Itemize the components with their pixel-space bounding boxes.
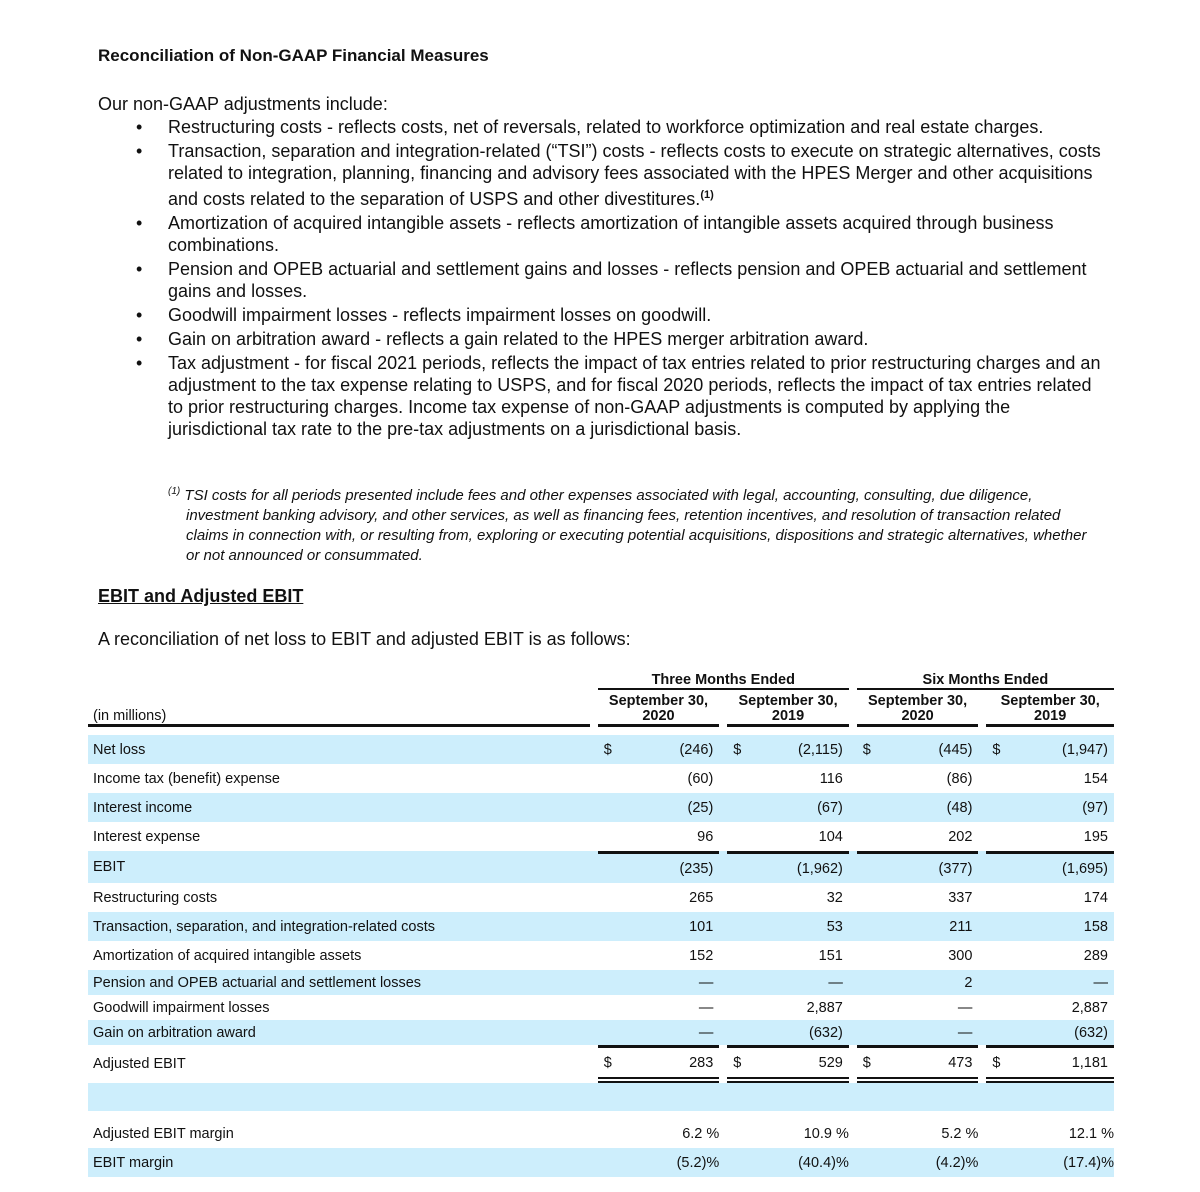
table-row-adjusted-ebit-margin: Adjusted EBIT margin 6.2 % 10.9 % 5.2 % 12.1 % (93, 1125, 1114, 1142)
column-header: September 30, 2019 (727, 690, 849, 727)
intro-text: Our non-GAAP adjustments include: (98, 94, 388, 114)
table-spacer-row (88, 1083, 1114, 1111)
column-header-row (88, 690, 1114, 727)
bullet-icon: • (136, 329, 143, 349)
list-item: • Tax adjustment - for fiscal 2021 periods, reflects the impact of tax entries related to prior restructuring charges and an adjustment to the tax expense relating to USPS, and for fiscal 2020 periods, reflects the impact of tax entries related to prior restructuring charges. Income tax expense of non-GAAP adjustments is computed by applying the jurisdictional tax rate to the pre-tax adjustments on a jurisdictional basis. (136, 353, 1101, 439)
footnote-text: TSI costs for all periods presented include fees and other expenses associated with legal, accounting, consulting, due diligence, investment banking advisory, and other services, as well as financing fees, retention incentives, and resolution of transaction related claims in connection with, or resulting from, exploring or executing potential acquisitions, dispositions and strategic alternatives, whether or not announced or consummated. (180, 487, 1087, 564)
table-row-pension-opeb: Pension and OPEB actuarial and settlement losses — — 2 — (88, 970, 1114, 995)
list-item: • Pension and OPEB actuarial and settlement gains and losses - reflects pension and OPEB actuarial and settlement gains and losses. (136, 259, 1087, 301)
group-header-six-months: Six Months Ended (922, 672, 1049, 688)
table-row-adjusted-ebit: Adjusted EBIT $ 283 $ 529 $ 473 $ 1,181 (88, 1045, 1114, 1083)
footnote-marker: (1) (168, 486, 181, 497)
list-item: • Gain on arbitration award - reflects a gain related to the HPES merger arbitration award. (136, 329, 869, 349)
list-item: • Transaction, separation and integration-related (“TSI”) costs - reflects costs to execute on strategic alternatives, costs related to integration, planning, financing and advisory fees associated with the HPES Merger and other acquisitions and costs related to the separation of USPS and other divestitures.$^{(1)}$ (136, 141, 1101, 209)
table-row-arbitration-gain: Gain on arbitration award — (632) — (632) (88, 1020, 1114, 1045)
table-row-restructuring: Restructuring costs 265 32 337 174 (93, 889, 1108, 906)
table-row-ebit: EBIT (235) (1,962) (377) (1,695) (88, 851, 1114, 883)
bullet-icon: • (136, 259, 143, 279)
bullet-icon: • (136, 353, 143, 373)
table-row-net-loss: Net loss $ (246) $ (2,115) $ (445) $ (1,947) (88, 735, 1114, 764)
table-row-ebit-margin: EBIT margin (5.2)% (40.4)% (4.2)% (17.4)% (88, 1148, 1114, 1177)
list-item: • Amortization of acquired intangible assets - reflects amortization of intangible assets acquired through business combinations. (136, 213, 1054, 255)
list-item: • Goodwill impairment losses - reflects impairment losses on goodwill. (136, 305, 712, 325)
page-title: Reconciliation of Non-GAAP Financial Measures (98, 46, 489, 65)
unit-label: (in millions) (88, 690, 590, 727)
bullet-icon: • (136, 213, 143, 233)
table-row-interest-income: Interest income (25) (67) (48) (97) (88, 793, 1114, 822)
group-header-three-months: Three Months Ended (651, 672, 795, 688)
table-row-goodwill-impairment: Goodwill impairment losses — 2,887 — 2,887 (93, 999, 1108, 1016)
lead-text: A reconciliation of net loss to EBIT and adjusted EBIT is as follows: (98, 629, 631, 649)
table-row-interest-expense: Interest expense 96 104 202 195 (93, 828, 1108, 845)
column-header: September 30, 2020 (598, 690, 720, 727)
group-header-row (88, 666, 1114, 688)
footnote (168, 482, 1098, 566)
section-heading: EBIT and Adjusted EBIT (98, 586, 304, 606)
ebit-reconciliation-table (88, 666, 1114, 1177)
table-row-amortization: Amortization of acquired intangible assets 152 151 300 289 (93, 947, 1108, 964)
bullet-icon: • (136, 141, 143, 161)
table-row-tsi-costs: Transaction, separation, and integration-related costs 101 53 211 158 (88, 912, 1114, 941)
column-header: September 30, 2019 (986, 690, 1114, 727)
table-row-income-tax: Income tax (benefit) expense (60) 116 (86) 154 (93, 770, 1108, 787)
adjustments-list (98, 116, 1108, 442)
bullet-icon: • (136, 117, 143, 137)
footnote-reference: (1) (700, 189, 714, 201)
column-header: September 30, 2020 (857, 690, 979, 727)
list-item: • Restructuring costs - reflects costs, net of reversals, related to workforce optimization and real estate charges. (136, 117, 1044, 137)
bullet-icon: • (136, 305, 143, 325)
